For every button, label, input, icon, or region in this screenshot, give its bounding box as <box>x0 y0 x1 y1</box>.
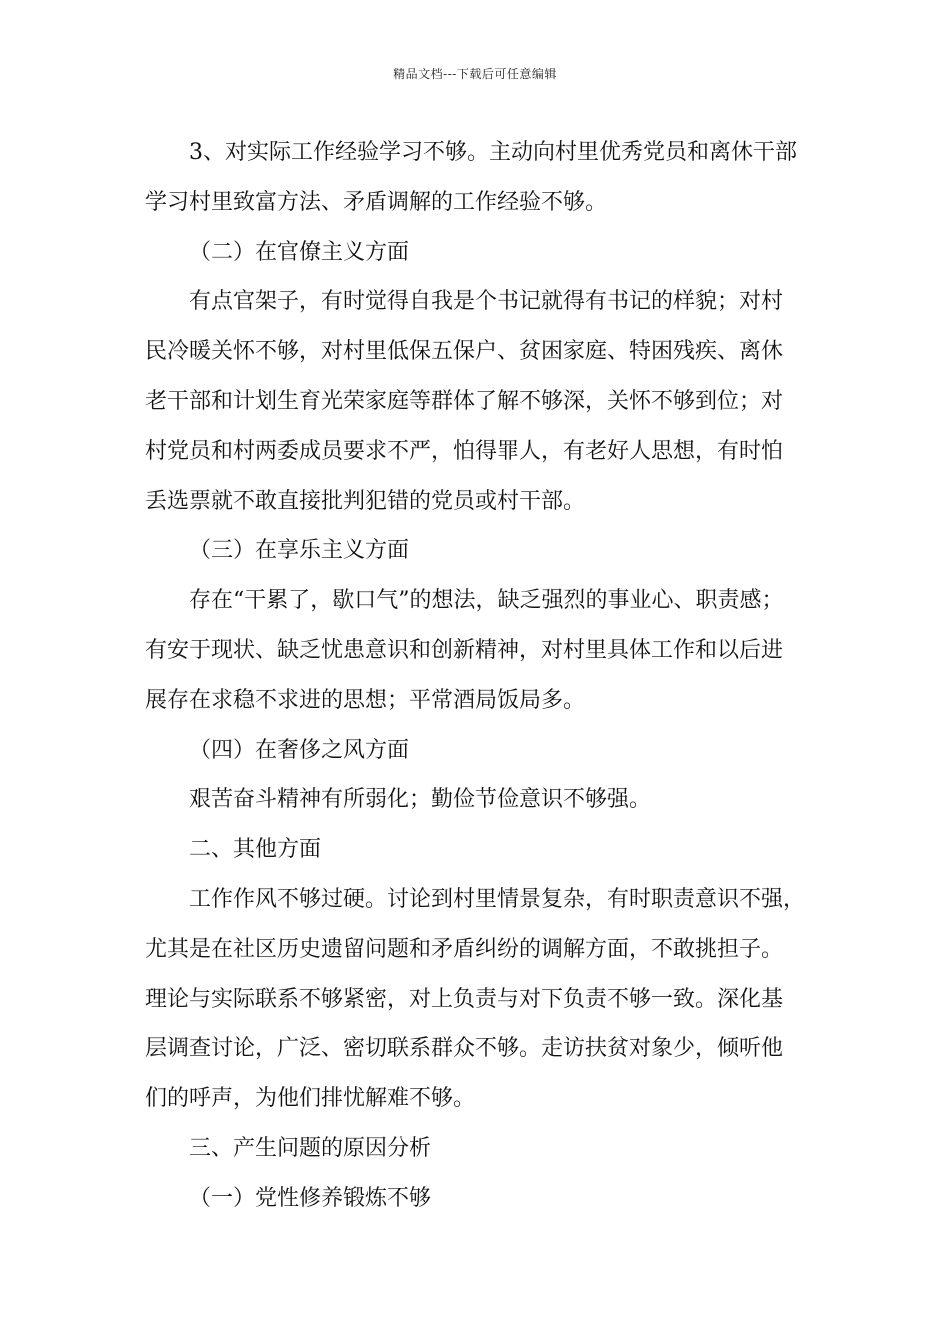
paragraph <box>145 128 825 228</box>
section-heading <box>145 825 825 875</box>
text-line: 层调查讨论，广泛、密切联系群众不够。走访扶贫对象少，倾听他 <box>145 1036 784 1062</box>
text-line: 有安于现状、缺乏忧患意识和创新精神，对村里具体工作和以后进 <box>145 637 784 663</box>
text-line: 村党员和村两委成员要求不严，怕得罪人，有老好人思想，有时怕 <box>145 438 784 464</box>
text-line: 老干部和计划生育光荣家庭等群体了解不够深，关怀不够到位；对 <box>145 388 784 414</box>
section-heading <box>145 1174 825 1224</box>
heading-text: （三）在享乐主义方面 <box>189 538 410 564</box>
section-heading <box>145 1124 825 1174</box>
heading-text: （四）在奢侈之风方面 <box>189 737 410 763</box>
heading-text: （一）党性修养锻炼不够 <box>189 1185 432 1211</box>
text-line: 们的呼声，为他们排忧解难不够。 <box>145 1086 476 1112</box>
text-line: 学习村里致富方法、矛盾调解的工作经验不够。 <box>145 189 608 215</box>
document-body <box>145 128 825 1224</box>
text-line: 3、对实际工作经验学习不够。主动向村里优秀党员和离休干部 <box>189 140 797 165</box>
section-heading <box>145 726 825 776</box>
paragraph <box>145 775 825 825</box>
paragraph <box>145 576 825 725</box>
text-line: 有点官架子，有时觉得自我是个书记就得有书记的样貌；对村 <box>189 289 784 315</box>
heading-text: （二）在官僚主义方面 <box>189 239 410 265</box>
text-line: 工作作风不够过硬。讨论到村里情景复杂，有时职责意识不强， <box>189 886 806 912</box>
section-heading <box>145 228 825 278</box>
paragraph <box>145 875 825 1124</box>
page-header: 精品文档---下载后可任意编辑 <box>393 67 557 81</box>
text-line: 艰苦奋斗精神有所弱化；勤俭节俭意识不够强。 <box>189 787 652 813</box>
text-line: 丢选票就不敢直接批判犯错的党员或村干部。 <box>145 488 586 514</box>
text-line: 民冷暖关怀不够，对村里低保五保户、贫困家庭、特困残疾、离休 <box>145 339 784 365</box>
text-line: 尤其是在社区历史遗留问题和矛盾纠纷的调解方面，不敢挑担子。 <box>145 936 784 962</box>
text-line: 理论与实际联系不够紧密，对上负责与对下负责不够一致。深化基 <box>145 986 784 1012</box>
heading-text: 二、其他方面 <box>189 837 322 863</box>
heading-text: 三、产生问题的原因分析 <box>189 1135 432 1161</box>
text-line: 展存在求稳不求进的思想；平常酒局饭局多。 <box>145 687 586 713</box>
section-heading <box>145 526 825 576</box>
paragraph <box>145 277 825 526</box>
text-line: 存在“干累了，歇口气”的想法，缺乏强烈的事业心、职责感； <box>189 588 784 614</box>
